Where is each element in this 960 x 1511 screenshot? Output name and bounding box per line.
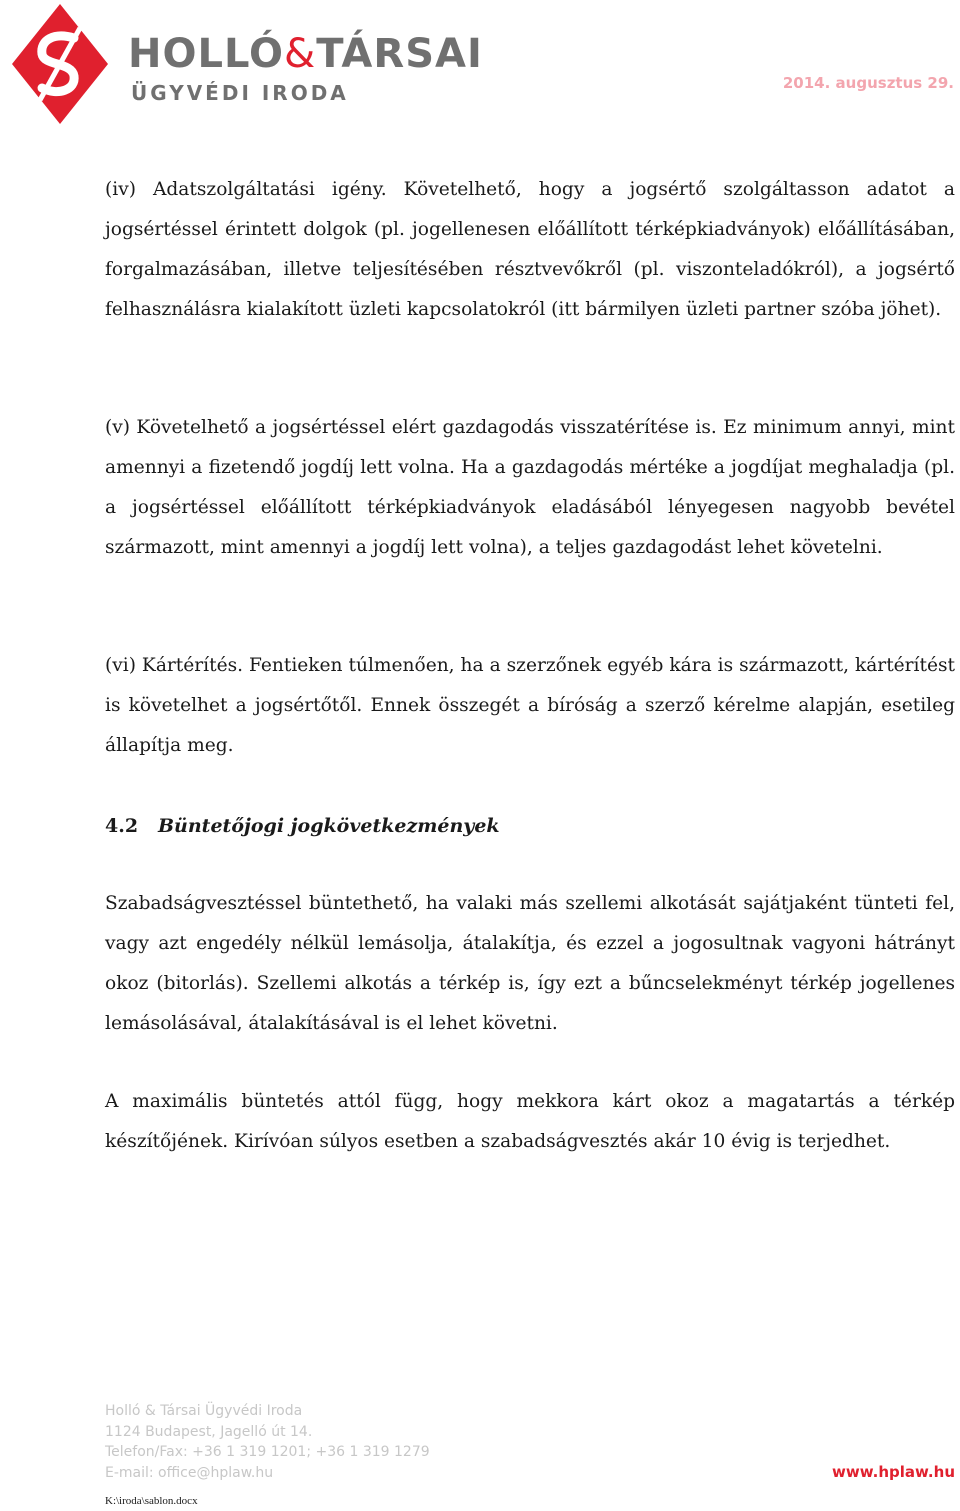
- section-number: 4.2: [105, 815, 139, 837]
- footer-phone: Telefon/Fax: +36 1 319 1201; +36 1 319 1279: [105, 1444, 430, 1460]
- footer-contact: [105, 1401, 430, 1483]
- footer-firm: Holló & Társai Ügyvédi Iroda: [105, 1403, 303, 1419]
- paragraph-criminal-1: Szabadságvesztéssel büntethető, ha valaki más szellemi alkotását sajátjaként tünteti fel, vagy azt engedély nélkül lemásolja, átalakítja, és ezzel a jogosultnak vagyoni hátrányt okoz (bitorlás). Szellemi alkotás a térkép is, így ezt a bűncselekményt térkép jogellenes lemásolásával, átalakításával is el lehet követni.: [105, 893, 955, 1034]
- brand-subtitle: ÜGYVÉDI IRODA: [131, 81, 349, 105]
- paragraph-v: (v) Követelhető a jogsértéssel elért gazdagodás visszatérítése is. Ez minimum annyi, mint amennyi a fizetendő jogdíj lett volna. Ha a gazdagodás mértéke a jogdíjat meghaladja (pl. a jogsértéssel előállított térképkiadványok eladásából lényegesen nagyobb bevétel származott, mint amennyi a jogdíj lett volna), a teljes gazdagodást lehet követelni.: [105, 417, 955, 558]
- brand-name-right: TÁRSAI: [316, 31, 483, 77]
- document-date: 2014. augusztus 29.: [782, 74, 954, 92]
- brand-name-left: HOLLÓ: [128, 31, 285, 77]
- footer-website-link[interactable]: www.hplaw.hu: [832, 1463, 955, 1481]
- section-title: Büntetőjogi jogkövetkezmények: [158, 815, 500, 837]
- brand-name: [128, 31, 483, 77]
- hollo-tarsai-logo-icon: [10, 2, 110, 134]
- paragraph-vi: (vi) Kártérítés. Fentieken túlmenően, ha a szerzőnek egyéb kára is származott, kártérítést is követelhet a jogsértőtől. Ennek összegét a bíróság a szerző kérelme alapján, esetileg állapítja meg.: [105, 655, 955, 756]
- footer-address: 1124 Budapest, Jagelló út 14.: [105, 1423, 313, 1440]
- brand-ampersand: &: [284, 31, 317, 77]
- section-heading: [105, 808, 500, 844]
- footer-email[interactable]: E-mail: office@hplaw.hu: [105, 1464, 274, 1481]
- paragraph-iv: (iv) Adatszolgáltatási igény. Követelhető, hogy a jogsértő szolgáltasson adatot a jogsértéssel érintett dolgok (pl. jogellenesen előállított térképkiadványok) előállításában, forgalmazásában, illetve teljesítésében résztvevőkről (pl. viszonteladókról), a jogsértő felhasználásra kialakított üzleti kapcsolatokról (itt bármilyen üzleti partner szóba jöhet).: [105, 179, 955, 320]
- file-path: K:\iroda\sablon.docx: [105, 1495, 198, 1507]
- paragraph-criminal-2: A maximális büntetés attól függ, hogy mekkora kárt okoz a magatartás a térkép készítőjének. Kirívóan súlyos esetben a szabadságvesztés akár 10 évig is terjedhet.: [105, 1091, 955, 1152]
